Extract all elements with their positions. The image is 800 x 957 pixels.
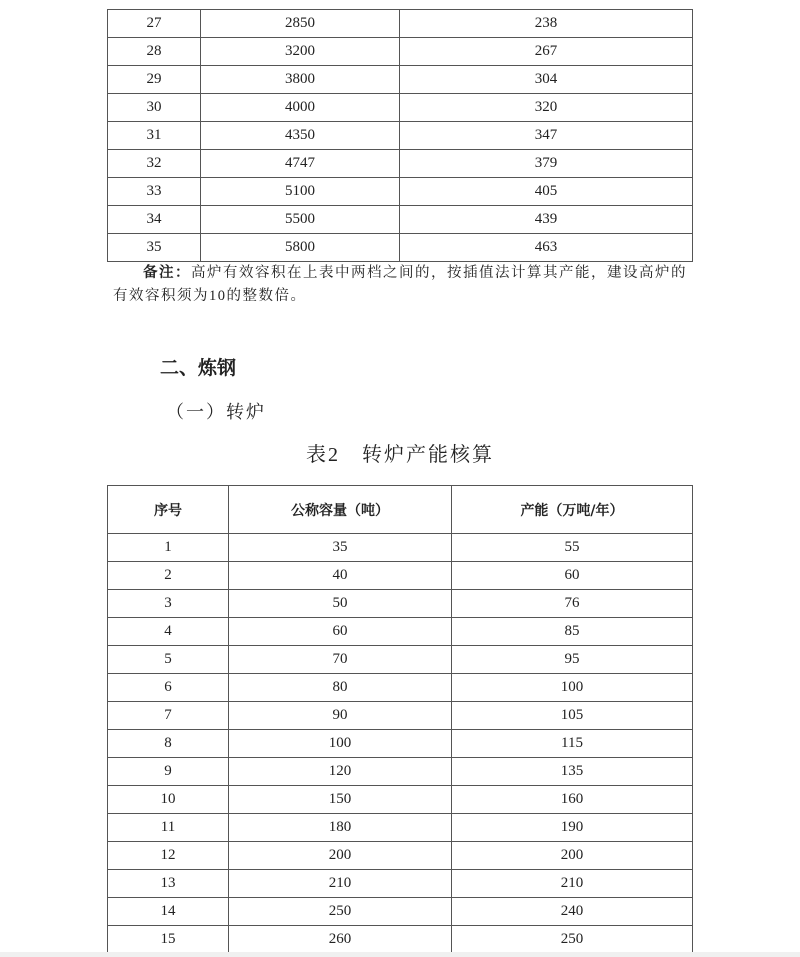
table-row — [108, 646, 693, 674]
table-row — [108, 178, 693, 206]
table-cell: 9 — [108, 758, 229, 786]
table-cell: 190 — [452, 814, 693, 842]
table-cell: 105 — [452, 702, 693, 730]
table-cell: 100 — [229, 730, 452, 758]
table-row — [108, 534, 693, 562]
table-cell: 439 — [400, 206, 693, 234]
column-header-nominal-capacity: 公称容量（吨） — [229, 486, 452, 534]
table-cell: 3200 — [201, 38, 400, 66]
table-cell: 3800 — [201, 66, 400, 94]
table-cell: 4747 — [201, 150, 400, 178]
table-cell: 379 — [400, 150, 693, 178]
table-cell: 8 — [108, 730, 229, 758]
table-row — [108, 150, 693, 178]
table-cell: 95 — [452, 646, 693, 674]
table-cell: 250 — [229, 898, 452, 926]
table2-caption: 表2 转炉产能核算 — [306, 444, 494, 466]
table-cell: 6 — [108, 674, 229, 702]
table-cell: 180 — [229, 814, 452, 842]
table-row — [108, 730, 693, 758]
table-cell: 33 — [108, 178, 201, 206]
table-row — [108, 66, 693, 94]
table-cell: 347 — [400, 122, 693, 150]
table-cell: 34 — [108, 206, 201, 234]
column-header-index: 序号 — [108, 486, 229, 534]
table-cell: 27 — [108, 10, 201, 38]
table-cell: 13 — [108, 870, 229, 898]
table1-note — [113, 262, 693, 308]
table-cell: 463 — [400, 234, 693, 262]
table-row — [108, 786, 693, 814]
table-cell: 80 — [229, 674, 452, 702]
table-cell: 90 — [229, 702, 452, 730]
table-row — [108, 674, 693, 702]
table-row — [108, 870, 693, 898]
table-cell: 210 — [452, 870, 693, 898]
table-cell: 200 — [229, 842, 452, 870]
table-cell: 35 — [108, 234, 201, 262]
page-bottom-edge — [0, 952, 800, 957]
table-cell: 1 — [108, 534, 229, 562]
table-row — [108, 926, 693, 954]
table-cell: 4 — [108, 618, 229, 646]
table-row — [108, 94, 693, 122]
table-cell: 3 — [108, 590, 229, 618]
table-cell: 5800 — [201, 234, 400, 262]
table-row — [108, 618, 693, 646]
table-cell: 240 — [452, 898, 693, 926]
table-cell: 12 — [108, 842, 229, 870]
table-cell: 5100 — [201, 178, 400, 206]
note-text: 高炉有效容积在上表中两档之间的，按插值法计算其产能，建设高炉的有效容积须为10的整数倍。 — [113, 265, 687, 304]
table-cell: 4000 — [201, 94, 400, 122]
table-header-row — [108, 486, 693, 534]
table-cell: 2 — [108, 562, 229, 590]
table-cell: 32 — [108, 150, 201, 178]
table-cell: 267 — [400, 38, 693, 66]
table-cell: 320 — [400, 94, 693, 122]
table-cell: 15 — [108, 926, 229, 954]
section-heading-steelmaking: 二、炼钢 — [160, 357, 237, 379]
table-cell: 7 — [108, 702, 229, 730]
table-cell: 115 — [452, 730, 693, 758]
table-cell: 85 — [452, 618, 693, 646]
table-cell: 76 — [452, 590, 693, 618]
table-row — [108, 234, 693, 262]
table-cell: 238 — [400, 10, 693, 38]
table-cell: 30 — [108, 94, 201, 122]
table-row — [108, 898, 693, 926]
table-cell: 50 — [229, 590, 452, 618]
table-row — [108, 814, 693, 842]
table-cell: 4350 — [201, 122, 400, 150]
table-cell: 2850 — [201, 10, 400, 38]
blast-furnace-capacity-table-continued — [107, 9, 693, 262]
table-row — [108, 206, 693, 234]
table-row — [108, 590, 693, 618]
table-cell: 55 — [452, 534, 693, 562]
note-label: 备注： — [143, 265, 191, 281]
table-cell: 70 — [229, 646, 452, 674]
table2-body — [108, 534, 693, 954]
table-cell: 135 — [452, 758, 693, 786]
subsection-heading-converter: （一）转炉 — [166, 402, 266, 422]
table-cell: 210 — [229, 870, 452, 898]
table-cell: 150 — [229, 786, 452, 814]
table-cell: 11 — [108, 814, 229, 842]
table-cell: 10 — [108, 786, 229, 814]
table-cell: 29 — [108, 66, 201, 94]
table-cell: 160 — [452, 786, 693, 814]
table-row — [108, 702, 693, 730]
table-row — [108, 758, 693, 786]
table-cell: 200 — [452, 842, 693, 870]
table-cell: 5 — [108, 646, 229, 674]
table-cell: 260 — [229, 926, 452, 954]
table-row — [108, 38, 693, 66]
table-row — [108, 10, 693, 38]
table-cell: 28 — [108, 38, 201, 66]
column-header-production-capacity: 产能（万吨/年） — [452, 486, 693, 534]
table-cell: 405 — [400, 178, 693, 206]
table-cell: 100 — [452, 674, 693, 702]
table-cell: 304 — [400, 66, 693, 94]
table-cell: 60 — [452, 562, 693, 590]
table1-body — [108, 10, 693, 262]
table-cell: 31 — [108, 122, 201, 150]
table-row — [108, 842, 693, 870]
table-row — [108, 122, 693, 150]
table-cell: 35 — [229, 534, 452, 562]
table-cell: 14 — [108, 898, 229, 926]
table-cell: 5500 — [201, 206, 400, 234]
table-cell: 120 — [229, 758, 452, 786]
table-row — [108, 562, 693, 590]
table-cell: 40 — [229, 562, 452, 590]
table-cell: 250 — [452, 926, 693, 954]
converter-capacity-table — [107, 485, 693, 954]
table-cell: 60 — [229, 618, 452, 646]
